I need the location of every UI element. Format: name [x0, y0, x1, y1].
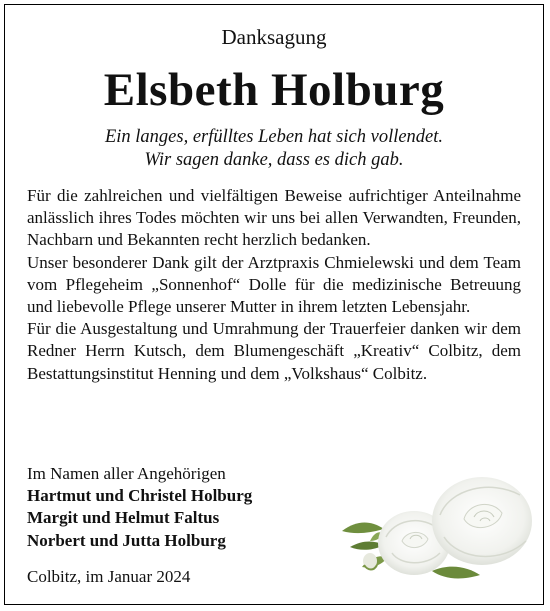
sign-intro: Im Namen aller Angehörigen: [27, 464, 226, 483]
signatory-3: Norbert und Jutta Holburg: [27, 530, 226, 550]
signatory-1: Hartmut und Christel Holburg: [27, 486, 253, 506]
deceased-name: Elsbeth Holburg: [103, 64, 445, 116]
obituary-notice: [4, 4, 544, 605]
signatory-2: Margit und Helmut Faltus: [27, 508, 220, 528]
motto-line-1: Ein langes, erfülltes Leben hat sich vollendet.: [104, 127, 444, 147]
motto-line-2: Wir sagen danke, dass es dich gab.: [144, 150, 404, 170]
thanks-paragraph-3: Für die Ausgestaltung und Umrahmung der Trauerfeier danken wir dem Redner Herrn Kutsch, dem Blumengeschäft „Kreativ“ Colbitz, dem Bestattungsinstitut Henning und dem „Volkshaus“ Colbitz.: [27, 319, 521, 383]
white-roses-icon: [340, 471, 538, 589]
signature-block: [27, 463, 252, 552]
thanks-paragraph-2: Unser besonderer Dank gilt der Arztpraxis Chmielewski und dem Team vom Pflegeheim „Sonnenhof“ Dolle für die medizinische Betreuung und liebevolle Pflege unserer Mutter in ihrem letzten Lebensjahr.: [27, 252, 521, 317]
place-date: Colbitz, im Januar 2024: [27, 567, 191, 586]
notice-heading: Danksagung: [221, 25, 327, 49]
thanks-paragraph-1: Für die zahlreichen und vielfältigen Beweise aufrichtiger Anteilnahme anlässlich ihres Todes möchten wir uns bei allen Verwandten, Freunden, Nachbarn und Bekannten recht herzlich bedanken.: [27, 186, 521, 250]
motto: [5, 126, 543, 172]
thanks-text: [27, 185, 521, 385]
